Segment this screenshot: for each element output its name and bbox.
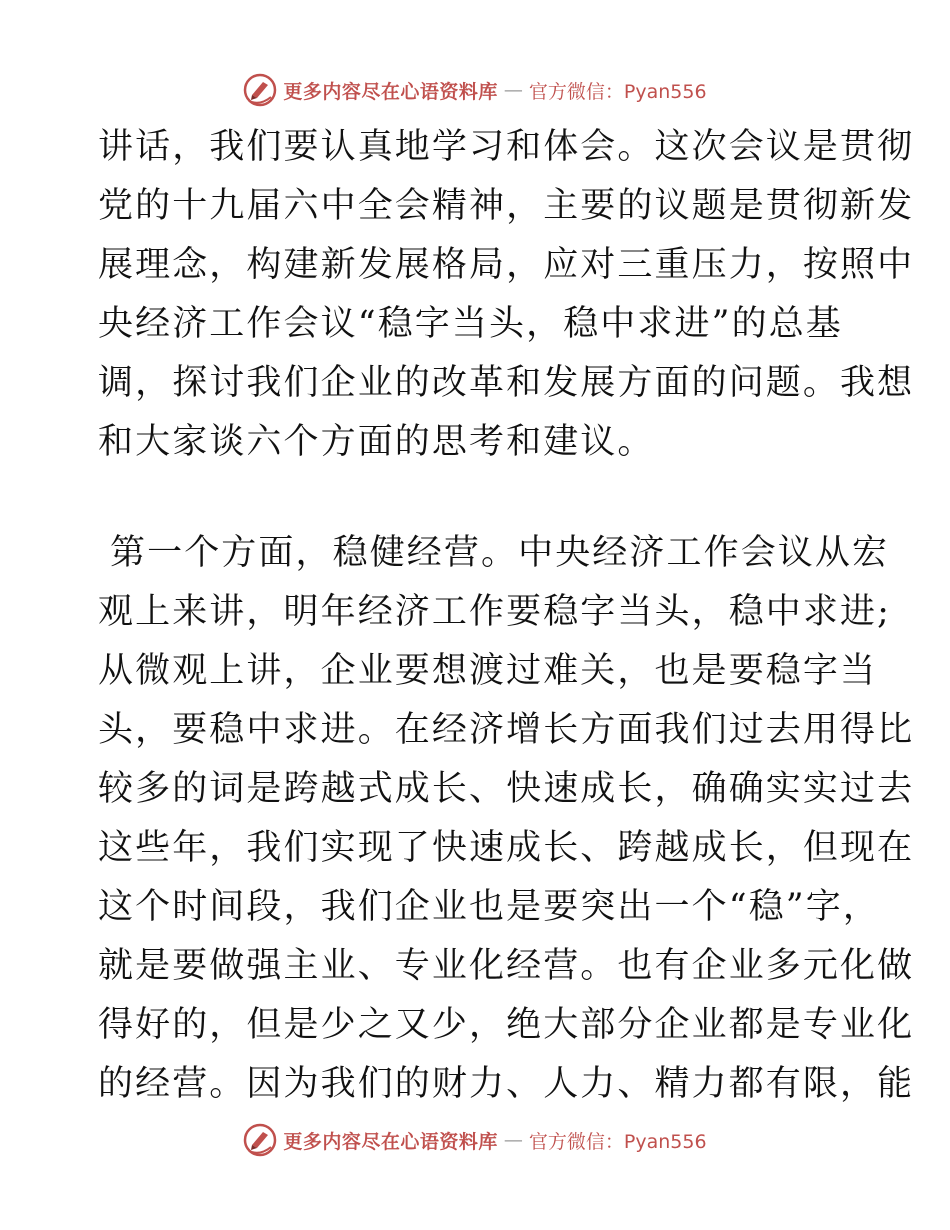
watermark-contact-text: 官方微信：Pyan556 [528, 1130, 707, 1153]
text-line: 展理念，构建新发展格局，应对三重压力，按照中 [98, 245, 915, 285]
text-line: 头，要稳中求进。在经济增长方面我们过去用得比 [98, 710, 915, 750]
text-line: 和大家谈六个方面的思考和建议。 [98, 422, 655, 462]
text-line: 从微观上讲，企业要想渡过难关，也是要稳字当 [98, 651, 878, 691]
text-line: 较多的词是跨越式成长、快速成长，确确实实过去 [98, 769, 915, 809]
text-line: 这些年，我们实现了快速成长、跨越成长，但现在 [98, 828, 915, 868]
header-watermark [0, 70, 950, 110]
text-line: 得好的，但是少之又少，绝大部分企业都是专业化 [98, 1005, 915, 1045]
paragraph [98, 118, 915, 472]
text-line: 党的十九届六中全会精神，主要的议题是贯彻新发 [98, 186, 915, 226]
paragraph [98, 524, 915, 1114]
watermark-contact-text: 官方微信：Pyan556 [528, 80, 707, 103]
document-body [98, 118, 915, 1114]
brand-logo-icon [243, 1123, 277, 1157]
footer-watermark [0, 1120, 950, 1160]
watermark-brand-text: 更多内容尽在心语资料库 [283, 1130, 498, 1153]
text-line: 讲话，我们要认真地学习和体会。这次会议是贯彻 [98, 127, 915, 167]
text-line: 观上来讲，明年经济工作要稳字当头，稳中求进; [98, 592, 891, 632]
watermark-separator: — [503, 1129, 523, 1151]
brand-logo-icon [243, 73, 277, 107]
text-line: 央经济工作会议“稳字当头，稳中求进”的总基 [98, 304, 843, 344]
text-line: 这个时间段，我们企业也是要突出一个“稳”字， [98, 887, 880, 927]
paragraph-spacer [98, 472, 858, 524]
watermark-brand-text: 更多内容尽在心语资料库 [283, 80, 498, 103]
text-line: 调，探讨我们企业的改革和发展方面的问题。我想 [98, 363, 915, 403]
text-line: 就是要做强主业、专业化经营。也有企业多元化做 [98, 946, 915, 986]
text-line: 的经营。因为我们的财力、人力、精力都有限，能 [98, 1064, 915, 1104]
watermark-separator: — [503, 79, 523, 101]
text-line: 第一个方面，稳健经营。中央经济工作会议从宏 [110, 533, 890, 573]
